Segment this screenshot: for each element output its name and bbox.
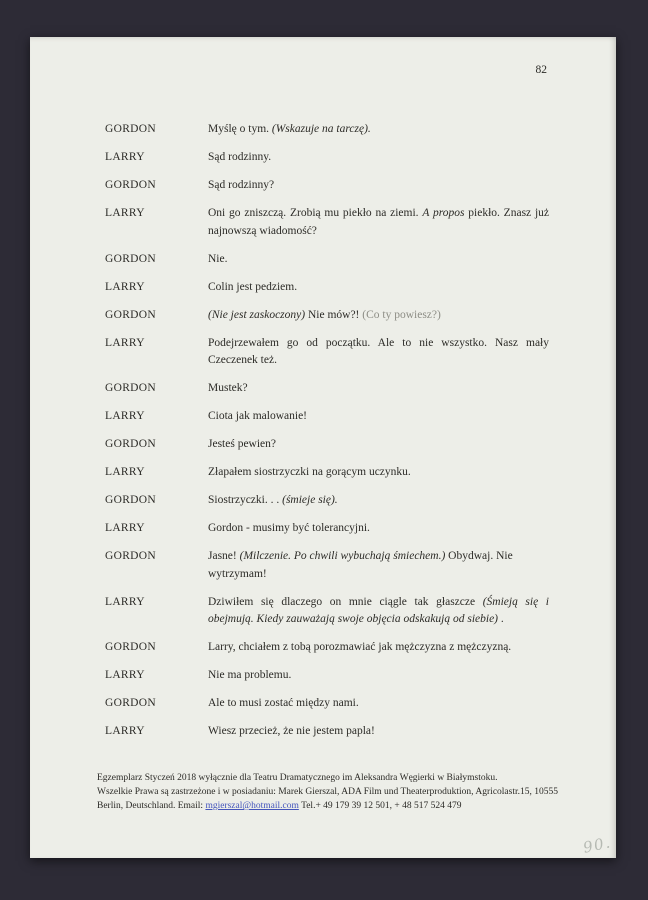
dialogue-entry bbox=[30, 639, 616, 657]
speech-segment: . bbox=[498, 613, 504, 625]
speaker-name: LARRY bbox=[105, 151, 145, 163]
footer-note bbox=[97, 771, 579, 813]
speech-segment: Oni go zniszczą. Zrobią mu piekło na ziemi. bbox=[208, 207, 423, 219]
dialogue-entry bbox=[30, 436, 616, 454]
stage-direction: (Śmieją się i obejmują. Kiedy zauważają swoje objęcia odskakują od siebie) bbox=[208, 595, 549, 625]
speech-segment: Ciota jak malowanie! bbox=[208, 410, 307, 422]
dialogue-entry bbox=[30, 149, 616, 167]
speaker-name: GORDON bbox=[105, 697, 156, 709]
speech-text bbox=[208, 408, 549, 426]
speaker-name: LARRY bbox=[105, 466, 145, 478]
dialogue-entry bbox=[30, 121, 616, 139]
speech-segment: Siostrzyczki. . . bbox=[208, 494, 283, 506]
dialogue-entry bbox=[30, 307, 616, 325]
speech-text bbox=[208, 723, 549, 741]
speech-text bbox=[208, 251, 549, 269]
speaker-name: LARRY bbox=[105, 280, 145, 293]
dialogue-entry bbox=[30, 408, 616, 426]
speaker-name: LARRY bbox=[105, 595, 145, 608]
speech-segment: Jasne! bbox=[208, 550, 240, 562]
speech-segment: Ale to musi zostać między nami. bbox=[208, 697, 359, 709]
speech-text bbox=[208, 380, 549, 398]
speaker-name: LARRY bbox=[105, 669, 145, 681]
stage-direction: (Nie jest zaskoczony) bbox=[208, 308, 306, 321]
speaker-name: LARRY bbox=[105, 522, 145, 534]
faded-annotation: (Co ty powiesz?) bbox=[362, 308, 441, 321]
speech-text bbox=[208, 492, 549, 510]
speaker-name: GORDON bbox=[105, 252, 156, 265]
speech-text bbox=[208, 594, 549, 629]
speech-text bbox=[208, 520, 549, 538]
speaker-name: GORDON bbox=[105, 308, 156, 321]
speech-segment: Złapałem siostrzyczki na gorącym uczynku. bbox=[208, 466, 411, 478]
dialogue-entry bbox=[30, 380, 616, 398]
speaker-name: LARRY bbox=[105, 336, 145, 349]
speech-segment: Gordon - musimy być tolerancyjni. bbox=[208, 522, 370, 534]
speech-segment: Nie ma problemu. bbox=[208, 669, 292, 681]
speech-text bbox=[208, 639, 549, 657]
speech-segment: Nie. bbox=[208, 252, 228, 265]
footer-line-3 bbox=[97, 799, 579, 813]
dialogue-entry bbox=[30, 548, 616, 583]
speaker-name: GORDON bbox=[105, 550, 156, 562]
email-link[interactable]: mgierszal@hotmail.com bbox=[205, 801, 299, 811]
speaker-name: GORDON bbox=[105, 438, 156, 450]
speech-segment: Myślę o tym. bbox=[208, 123, 272, 135]
speech-text bbox=[208, 177, 549, 195]
dialogue-entry bbox=[30, 695, 616, 713]
speech-text bbox=[208, 205, 549, 240]
footer-line-2: Wszelkie Prawa są zastrzeżone i w posiadaniu: Marek Gierszal, ADA Film und Theaterproduktion, Agricolastr.15, 10555 bbox=[97, 787, 558, 797]
speech-segment: Mustek? bbox=[208, 382, 248, 394]
page-number: 82 bbox=[535, 64, 547, 76]
speaker-name: GORDON bbox=[105, 123, 156, 135]
dialogue-entry bbox=[30, 251, 616, 269]
speaker-name: GORDON bbox=[105, 382, 156, 394]
stage-direction: (śmieje się). bbox=[282, 494, 338, 506]
speech-text bbox=[208, 121, 549, 139]
dialogue-entry bbox=[30, 667, 616, 685]
dialogue-entry bbox=[30, 594, 616, 629]
speech-text bbox=[208, 548, 549, 583]
dialogue-entry bbox=[30, 492, 616, 510]
dialogue-entry bbox=[30, 723, 616, 741]
dialogue-entry bbox=[30, 464, 616, 482]
speech-segment: Wiesz przecież, że nie jestem papla! bbox=[208, 725, 375, 737]
speech-segment: Larry, chciałem z tobą porozmawiać jak mężczyzna z mężczyzną. bbox=[208, 641, 512, 653]
speech-segment: Jesteś pewien? bbox=[208, 438, 277, 450]
speech-segment: Sąd rodzinny. bbox=[208, 151, 272, 163]
dialogue-entry bbox=[30, 520, 616, 538]
page-annotation-handwritten: 90. bbox=[581, 833, 613, 857]
footer-line-1: Egzemplarz Styczeń 2018 wyłącznie dla Teatru Dramatycznego im Aleksandra Węgierki w Białymstoku. bbox=[97, 773, 498, 783]
dialogue-entry bbox=[30, 335, 616, 370]
speech-text bbox=[208, 464, 549, 482]
speech-segment: Obydwaj. Nie wytrzymam! bbox=[208, 550, 513, 580]
speech-text bbox=[208, 279, 549, 297]
speaker-name: GORDON bbox=[105, 179, 156, 191]
speaker-name: GORDON bbox=[105, 494, 156, 506]
document-page bbox=[30, 37, 616, 858]
speech-segment: Sąd rodzinny? bbox=[208, 179, 275, 191]
speech-segment: Colin jest pedziem. bbox=[208, 280, 298, 293]
footer-line-3-prefix: Berlin, Deutschland. Email: bbox=[97, 801, 206, 811]
stage-direction: (Wskazuje na tarczę). bbox=[271, 123, 371, 135]
dialogue-list bbox=[30, 121, 616, 751]
footer-line-3-suffix: Tel.+ 49 179 39 12 501, + 48 517 524 479 bbox=[298, 801, 462, 811]
speech-segment: Nie mów?! bbox=[305, 308, 363, 321]
speech-segment: Podejrzewałem go od początku. Ale to nie wszystko. Nasz mały Czeczenek też. bbox=[208, 336, 549, 366]
dialogue-entry bbox=[30, 279, 616, 297]
speech-text bbox=[208, 695, 549, 713]
speech-text bbox=[208, 667, 549, 685]
speech-segment: Dziwiłem się dlaczego on mnie ciągle tak głaszcze bbox=[208, 595, 483, 608]
dialogue-entry bbox=[30, 177, 616, 195]
speaker-name: GORDON bbox=[105, 641, 156, 653]
stage-direction: A propos bbox=[422, 207, 465, 219]
speech-segment: piekło. Znasz już najnowszą wiadomość? bbox=[208, 207, 549, 237]
stage-direction: (Milczenie. Po chwili wybuchają śmiechem.) bbox=[239, 550, 446, 562]
speaker-name: LARRY bbox=[105, 725, 145, 737]
speaker-name: LARRY bbox=[105, 207, 145, 219]
dialogue-entry bbox=[30, 205, 616, 240]
speech-text bbox=[208, 436, 549, 454]
speech-text bbox=[208, 307, 549, 325]
speech-text bbox=[208, 149, 549, 167]
speech-text bbox=[208, 335, 549, 370]
speaker-name: LARRY bbox=[105, 410, 145, 422]
